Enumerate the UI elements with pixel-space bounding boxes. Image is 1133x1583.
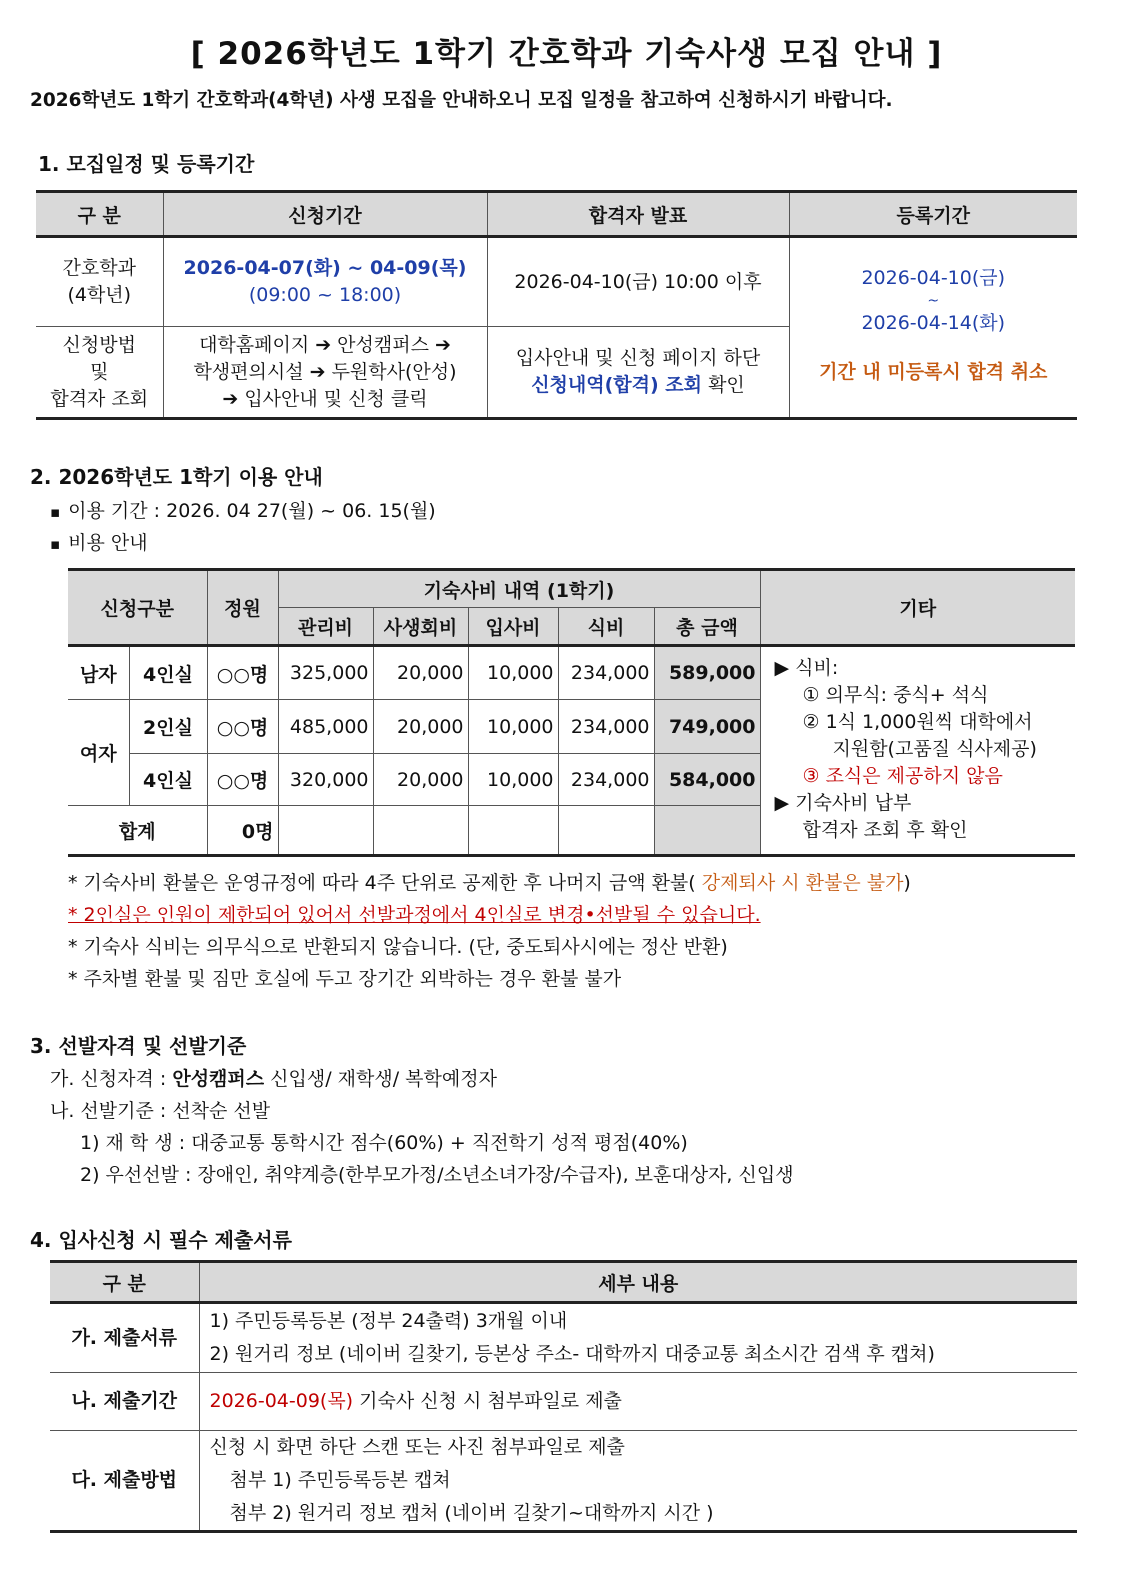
reg-end: 2026-04-14(화)	[861, 312, 1006, 334]
header-mgmt-fee: 관리비	[278, 608, 373, 646]
apply-date: 2026-04-07(화) ~ 04-09(목)	[183, 257, 467, 279]
row-nursing-label: 간호학과 (4학년)	[36, 237, 163, 327]
fee-label: ▪ 비용 안내	[50, 528, 148, 555]
table-row: 남자 4인실 ○○명 325,000 20,000 10,000 234,000 589,000 ▶ 식비: ① 의무식: 중식+ 석식 ② 1식 1,000원씩 대학에서 지원함(고품질 식사제공) ③ 조식은 제공하지 않음 ▶ 기숙사비 납부 합격자 조회 후 확인	[68, 646, 1075, 700]
method-detail: 신청 시 화면 하단 스캔 또는 사진 첨부파일로 제출 첨부 1) 주민등록등본 캡쳐 첨부 2) 원거리 정보 캡처 (네이버 길찾기~대학까지 시간 )	[199, 1431, 1077, 1532]
sum-row: 합계 0명	[68, 806, 1075, 856]
header-category: 구 분	[50, 1262, 199, 1303]
header-category: 구 분	[36, 192, 163, 237]
section4-heading: 4. 입사신청 시 필수 제출서류	[30, 1228, 292, 1252]
reg-start: 2026-04-10(금)	[861, 267, 1006, 289]
header-etc: 기타	[760, 570, 1075, 646]
header-meal-fee: 식비	[558, 608, 654, 646]
header-type: 신청구분	[68, 570, 207, 646]
double-room-note: * 2인실은 인원이 제한되어 있어서 선발과정에서 4인실로 변경•선발될 수 있습니다.	[68, 904, 761, 926]
row-method-label: 신청방법 및 합격자 조회	[36, 327, 163, 419]
intro-text: 2026학년도 1학기 간호학과(4학년) 사생 모집을 안내하오니 모집 일정을 참고하여 신청하시기 바랍니다.	[30, 90, 893, 111]
check-cell: 입사안내 및 신청 페이지 하단 신청내역(합격) 조회 확인	[487, 327, 789, 419]
section1-heading: 1. 모집일정 및 등록기간	[38, 152, 255, 176]
refund-note: * 기숙사비 환불은 운영규정에 따라 4주 단위로 공제한 후 나머지 금액 환불( 강제퇴사 시 환불은 불가)	[68, 872, 911, 894]
criteria: 나. 선발기준 : 선착순 선발	[50, 1100, 271, 1122]
header-capacity: 정원	[207, 570, 278, 646]
docs-detail: 1) 주민등록등본 (정부 24출력) 3개월 이내 2) 원거리 정보 (네이버 길찾기, 등본상 주소- 대학까지 대중교통 최소시간 검색 후 캡쳐)	[199, 1303, 1077, 1373]
header-apply-period: 신청기간	[163, 192, 487, 237]
header-announce: 합격자 발표	[487, 192, 789, 237]
announce-cell: 2026-04-10(금) 10:00 이후	[487, 237, 789, 327]
etc-notes: ▶ 식비: ① 의무식: 중식+ 석식 ② 1식 1,000원씩 대학에서 지원함(고품질 식사제공) ③ 조식은 제공하지 않음 ▶ 기숙사비 납부 합격자 조회 후 확인	[760, 646, 1075, 856]
header-detail: 세부 내용	[199, 1262, 1077, 1303]
fee-table	[68, 568, 1075, 857]
registration-cell: 2026-04-10(금) ~ 2026-04-14(화) 기간 내 미등록시 합격 취소	[789, 237, 1077, 419]
reg-warning: 기간 내 미등록시 합격 취소	[819, 361, 1048, 383]
apply-time: (09:00 ~ 18:00)	[248, 284, 402, 306]
table-row: 여자 2인실 ○○명 485,000 20,000 10,000 234,000 749,000	[68, 700, 1075, 754]
header-council-fee: 사생회비	[373, 608, 468, 646]
method-cell: 대학홈페이지 ➔ 안성캠퍼스 ➔ 학생편의시설 ➔ 두원학사(안성) ➔ 입사안내 및 신청 클릭	[163, 327, 487, 419]
schedule-table	[36, 190, 1077, 420]
apply-period-cell	[163, 237, 487, 327]
meal-note: * 기숙사 식비는 의무식으로 반환되지 않습니다. (단, 중도퇴사시에는 정산 반환)	[68, 936, 728, 958]
criteria-1: 1) 재 학 생 : 대중교통 통학시간 점수(60%) + 직전학기 성적 평점(40%)	[80, 1132, 688, 1154]
usage-period: ▪ 이용 기간 : 2026. 04 27(월) ~ 06. 15(월)	[50, 496, 436, 523]
header-registration: 등록기간	[789, 192, 1077, 237]
header-total: 총 금액	[654, 608, 760, 646]
page-title: [ 2026학년도 1학기 간호학과 기숙사생 모집 안내 ]	[190, 36, 943, 72]
weekly-refund-note: * 주차별 환불 및 짐만 호실에 두고 장기간 외박하는 경우 환불 불가	[68, 968, 622, 990]
check-link-text: 신청내역(합격) 조회	[531, 374, 703, 396]
period-detail: 2026-04-09(목) 기숙사 신청 시 첨부파일로 제출	[199, 1373, 1077, 1431]
method-key: 다. 제출방법	[50, 1431, 199, 1532]
section3-heading: 3. 선발자격 및 선발기준	[30, 1034, 247, 1058]
header-entry-fee: 입사비	[468, 608, 558, 646]
header-fee-group: 기숙사비 내역 (1학기)	[278, 570, 760, 608]
eligibility: 가. 신청자격 : 안성캠퍼스 신입생/ 재학생/ 복학예정자	[50, 1068, 497, 1090]
docs-key: 가. 제출서류	[50, 1303, 199, 1373]
period-key: 나. 제출기간	[50, 1373, 199, 1431]
table-row: 4인실 ○○명 320,000 20,000 10,000 234,000 584,000	[68, 754, 1075, 806]
documents-table	[50, 1260, 1077, 1533]
criteria-2: 2) 우선선발 : 장애인, 취약계층(한부모가정/소년소녀가장/수급자), 보훈대상자, 신입생	[80, 1164, 794, 1186]
section2-heading: 2. 2026학년도 1학기 이용 안내	[30, 465, 323, 489]
